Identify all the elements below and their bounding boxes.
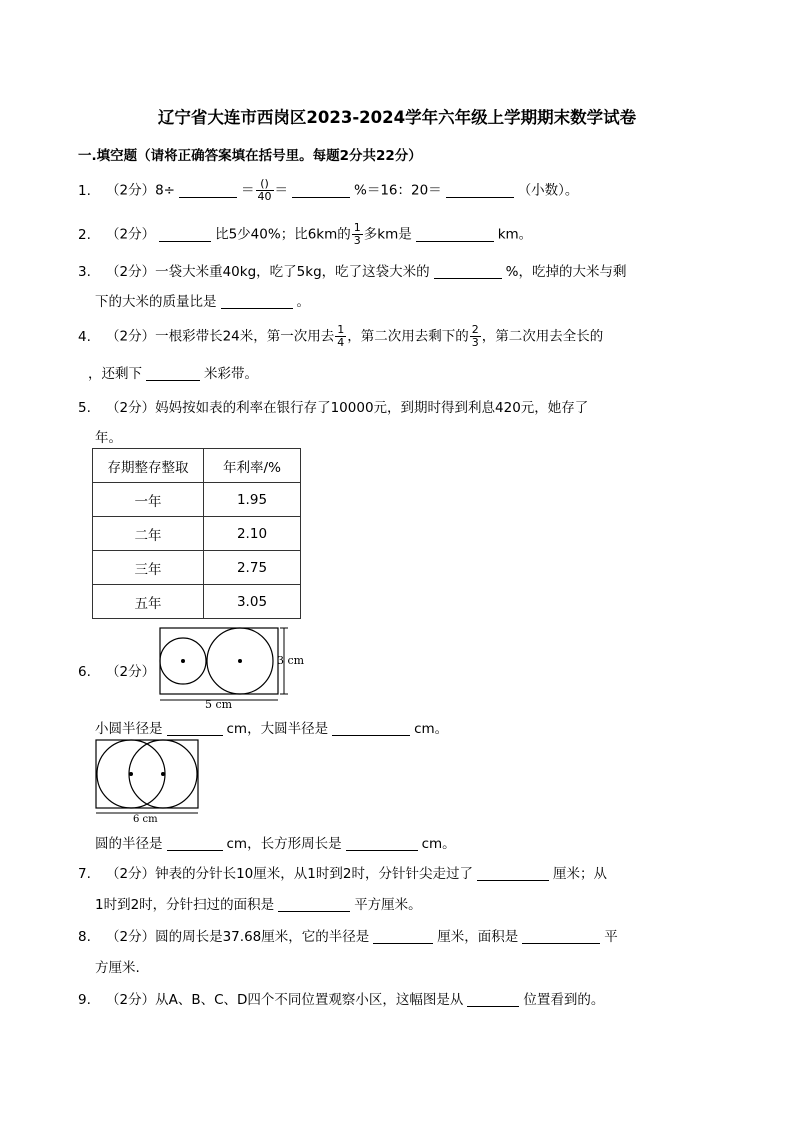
- question-number: 6.: [78, 664, 91, 680]
- question-number: 3.: [78, 264, 91, 280]
- question-score: （2分）: [106, 182, 156, 199]
- question-4: 4. （2分）一根彩带长24米，第一次用去 $\frac{1}{4}$ ，第二次用去剩下的 $\frac{2}{3}$ ，第二次用去全长的: [78, 323, 604, 349]
- two-circles-figure: [155, 624, 315, 712]
- question-score: （2分）: [106, 866, 156, 882]
- table-row: 二年 2.10: [93, 517, 301, 551]
- overlapping-circles-figure: [93, 738, 205, 824]
- question-1: 1. （2分）8÷ ＝ $\frac{()}{40}$ ＝ %＝16：20＝ （小数）。: [78, 177, 579, 203]
- fraction: $\frac{1}{4}$: [337, 323, 345, 349]
- question-score: （2分）: [106, 226, 156, 243]
- table-header: 存期整存整取: [93, 449, 204, 483]
- answer-blank[interactable]: [167, 721, 223, 736]
- answer-blank[interactable]: [278, 897, 350, 912]
- answer-blank[interactable]: [179, 183, 237, 198]
- table-row: 三年 2.75: [93, 551, 301, 585]
- question-score: （2分）: [106, 664, 156, 680]
- question-number: 8.: [78, 929, 91, 945]
- answer-blank[interactable]: [477, 866, 549, 881]
- question-score: （2分）: [106, 328, 156, 345]
- question-number: 7.: [78, 866, 91, 882]
- answer-blank[interactable]: [434, 264, 502, 279]
- question-5: 5. （2分）妈妈按如表的利率在银行存了10000元，到期时得到利息420元，她存了: [78, 400, 589, 416]
- answer-blank[interactable]: [373, 929, 433, 944]
- question-7: 7. （2分）钟表的分针长10厘米，从1时到2时，分针针尖走过了 厘米；从: [78, 866, 607, 882]
- table-header: 年利率/%: [204, 449, 301, 483]
- question-number: 5.: [78, 400, 91, 416]
- answer-blank[interactable]: [416, 227, 494, 242]
- question-2: 2. （2分） 比5少40%；比6km的 $\frac{1}{3}$ 多km是 km。: [78, 221, 533, 247]
- answer-blank[interactable]: [146, 366, 200, 381]
- width-label: 6 cm: [133, 814, 158, 824]
- question-8: 8. （2分）圆的周长是37.68厘米，它的半径是 厘米，面积是 平: [78, 929, 618, 945]
- question-number: 1.: [78, 182, 91, 199]
- answer-blank[interactable]: [221, 294, 293, 309]
- question-score: （2分）: [106, 264, 156, 280]
- answer-blank[interactable]: [346, 836, 418, 851]
- question-score: （2分）: [106, 929, 156, 945]
- question-6: [78, 660, 155, 680]
- fraction: $\frac{1}{3}$: [353, 221, 361, 247]
- fraction: $\frac{()}{40}$: [257, 177, 272, 203]
- section-heading: 一.填空题（请将正确答案填在括号里。每题2分共22分）: [78, 148, 422, 164]
- table-row: 五年 3.05: [93, 585, 301, 619]
- answer-blank[interactable]: [167, 836, 223, 851]
- question-number: 9.: [78, 992, 91, 1008]
- question-score: （2分）: [106, 992, 156, 1008]
- answer-blank[interactable]: [467, 992, 519, 1007]
- question-score: （2分）: [106, 400, 156, 416]
- page-title: 辽宁省大连市西岗区2023-2024学年六年级上学期期末数学试卷: [157, 108, 637, 127]
- answer-blank[interactable]: [159, 227, 211, 242]
- question-number: 2.: [78, 226, 91, 243]
- answer-blank[interactable]: [446, 183, 514, 198]
- answer-blank[interactable]: [332, 721, 410, 736]
- question-number: 4.: [78, 328, 91, 345]
- question-9: 9. （2分）从A、B、C、D四个不同位置观察小区，这幅图是从 位置看到的。: [78, 992, 605, 1008]
- table-header-row: [93, 449, 301, 483]
- answer-blank[interactable]: [292, 183, 350, 198]
- width-label: 5 cm: [205, 698, 233, 711]
- height-label: 3 cm: [277, 654, 305, 667]
- interest-rate-table: [92, 448, 301, 619]
- fraction: $\frac{2}{3}$: [471, 323, 479, 349]
- table-row: 一年 1.95: [93, 483, 301, 517]
- question-3: 3. （2分）一袋大米重40kg，吃了5kg，吃了这袋大米的 %，吃掉的大米与剩: [78, 264, 627, 280]
- answer-blank[interactable]: [522, 929, 600, 944]
